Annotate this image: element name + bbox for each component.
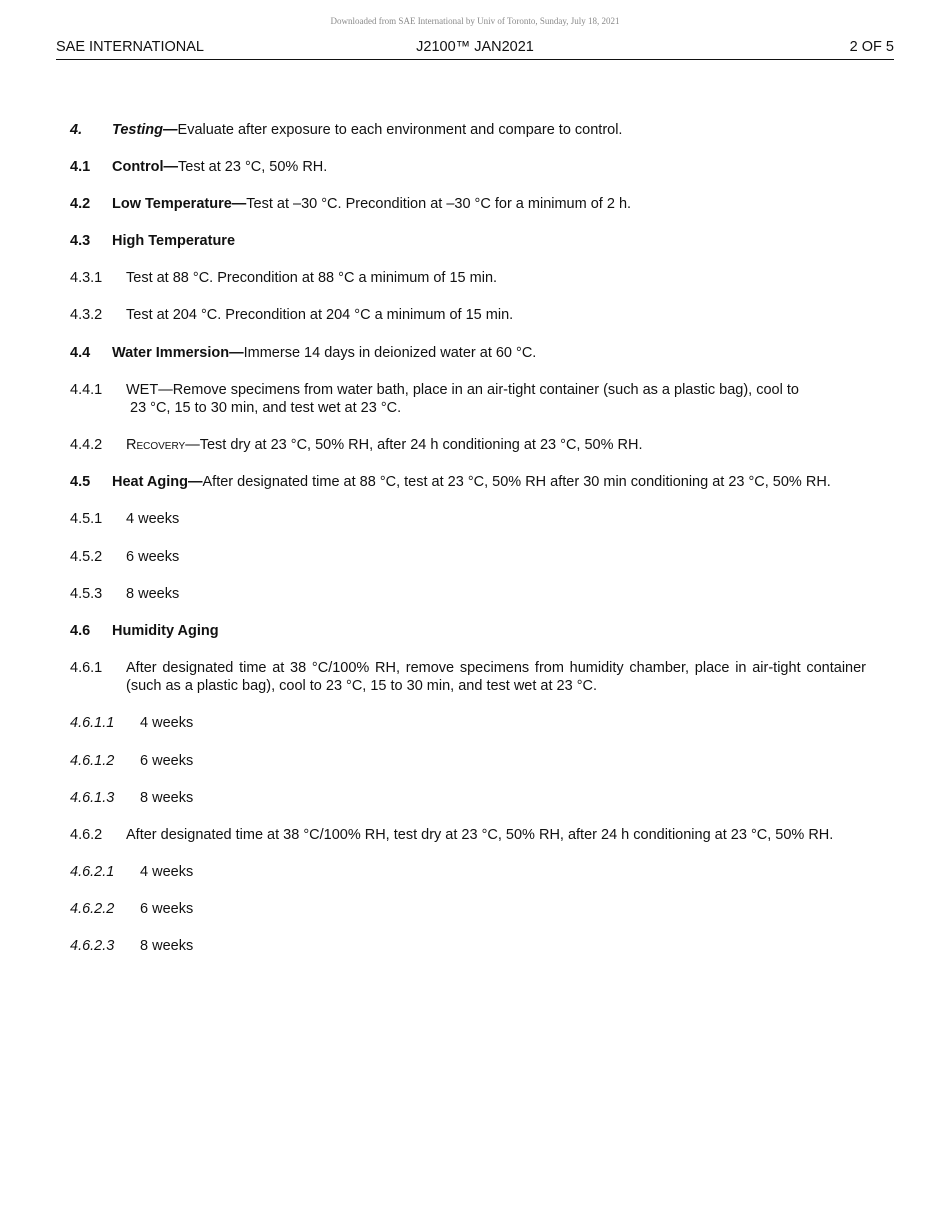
section-text: 6 weeks: [140, 900, 194, 917]
section-title: Heat Aging—: [112, 474, 203, 491]
section-title: Low Temperature—: [112, 196, 247, 213]
section-text: After designated time at 88 °C, test at 23 °C, 50% RH after 30 min conditioning at 23 °C, 50% RH.: [202, 474, 831, 491]
section-number: 4.2: [70, 196, 91, 213]
section-4-5-3: [70, 585, 866, 604]
section-number: 4.5.2: [70, 548, 103, 565]
section-text: Test at 23 °C, 50% RH.: [178, 159, 328, 176]
section-number: 4.6.1.2: [70, 752, 115, 769]
section-number: 4.5: [70, 474, 91, 491]
section-number: 4.3.2: [70, 307, 103, 324]
section-4-6: [70, 622, 866, 641]
section-text: 6 weeks: [126, 548, 180, 565]
section-4-3-1: [70, 269, 866, 288]
section-4-6-1-2: [70, 752, 866, 771]
section-text: 8 weeks: [140, 937, 194, 954]
section-text: 4 weeks: [126, 511, 180, 528]
section-text: After designated time at 38 °C/100% RH, test dry at 23 °C, 50% RH, after 24 h conditioning at 23 °C, 50% RH.: [126, 826, 834, 843]
section-number: 4.3.1: [70, 270, 103, 287]
section-number: 4.5.1: [70, 511, 103, 528]
publisher-name: SAE INTERNATIONAL: [56, 39, 204, 55]
section-4-6-1-3: [70, 789, 866, 808]
section-4-3: [70, 232, 866, 251]
section-number: 4.6.1.1: [70, 715, 115, 732]
section-4-1: [70, 158, 866, 177]
section-4-5-1: [70, 510, 866, 529]
section-text: 4 weeks: [140, 863, 194, 880]
section-title: Humidity Aging: [112, 622, 219, 639]
section-text: 8 weeks: [126, 585, 180, 602]
section-number: 4.: [70, 122, 83, 138]
section-text: Evaluate after exposure to each environment and compare to control.: [177, 122, 623, 138]
section-4: [70, 121, 866, 140]
recovery-label: Recovery: [126, 437, 186, 454]
section-4-5: [70, 473, 866, 492]
document-number: J2100™ JAN2021: [416, 39, 534, 55]
section-4-6-2-2: [70, 900, 866, 919]
section-4-3-2: [70, 306, 866, 325]
page-number: 2 OF 5: [849, 39, 894, 55]
section-number: 4.4.2: [70, 437, 103, 454]
section-text: Test at 88 °C. Precondition at 88 °C a minimum of 15 min.: [126, 270, 498, 287]
section-text: 8 weeks: [140, 789, 194, 806]
section-number: 4.3: [70, 233, 91, 250]
download-watermark: Downloaded from SAE International by Univ of Toronto, Sunday, July 18, 2021: [330, 16, 620, 26]
document-body: [70, 121, 866, 974]
section-text: 4 weeks: [140, 715, 194, 732]
section-number: 4.6: [70, 622, 91, 639]
section-text: After designated time at 38 °C/100% RH, remove specimens from humidity chamber, place in air-tight container (such as a plastic bag), cool to 23 °C, 15 to 30 min, and test wet at 23 °C.: [126, 659, 866, 695]
section-number: 4.6.1: [70, 659, 103, 676]
section-4-6-1-1: [70, 714, 866, 733]
section-text: —Test dry at 23 °C, 50% RH, after 24 h conditioning at 23 °C, 50% RH.: [185, 437, 643, 454]
section-4-2: [70, 195, 866, 214]
section-number: 4.5.3: [70, 585, 103, 602]
section-title: High Temperature: [112, 233, 236, 250]
section-4-6-2-3: [70, 937, 866, 956]
section-text-line-1: WET—Remove specimens from water bath, place in an air-tight container (such as a plastic bag), cool to: [126, 381, 799, 398]
section-number: 4.4: [70, 344, 91, 361]
section-number: 4.6.2.3: [70, 937, 115, 954]
section-text: Test at 204 °C. Precondition at 204 °C a minimum of 15 min.: [126, 307, 514, 324]
section-title: Testing—: [112, 122, 178, 138]
section-4-6-1: [70, 659, 866, 696]
section-number: 4.6.2.1: [70, 863, 115, 880]
section-title: Water Immersion—: [112, 344, 244, 361]
section-4-6-2: [70, 826, 866, 845]
section-4-4-2: [70, 436, 866, 455]
section-number: 4.6.2.2: [70, 900, 115, 917]
section-number: 4.1: [70, 159, 91, 176]
section-text: 6 weeks: [140, 752, 194, 769]
section-text: Test at –30 °C. Precondition at –30 °C for a minimum of 2 h.: [246, 196, 632, 213]
section-number: 4.6.2: [70, 826, 103, 843]
section-text: Immerse 14 days in deionized water at 60 °C.: [243, 344, 537, 361]
section-4-6-2-1: [70, 863, 866, 882]
section-number: 4.4.1: [70, 381, 103, 398]
section-title: Control—: [112, 159, 179, 176]
page-header: [56, 38, 894, 60]
section-4-5-2: [70, 548, 866, 567]
section-4-4-1: [70, 381, 866, 418]
section-number: 4.6.1.3: [70, 789, 115, 806]
section-text-line-2: 23 °C, 15 to 30 min, and test wet at 23 °C.: [130, 400, 402, 417]
section-4-4: [70, 344, 866, 363]
